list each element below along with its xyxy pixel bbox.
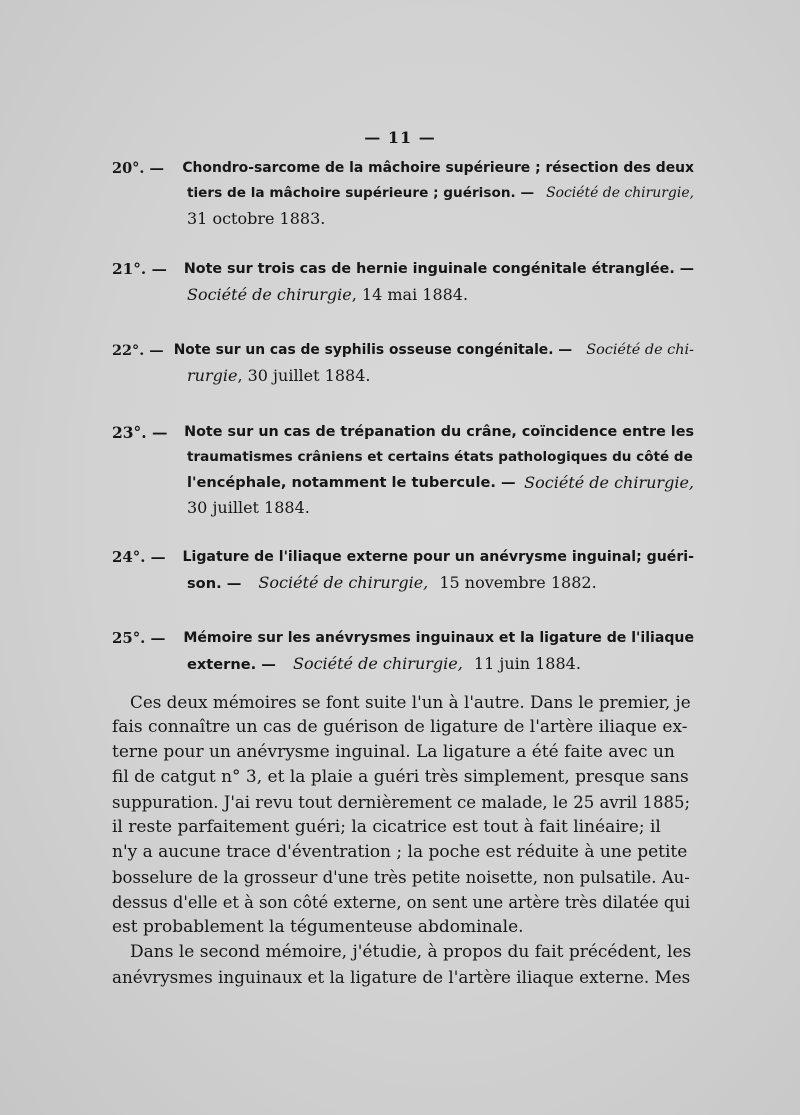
entry-21	[112, 257, 694, 307]
entry-number: 21°. —	[112, 260, 167, 278]
entry-23	[112, 420, 694, 520]
entry-number: 24°. —	[112, 548, 166, 566]
entry-title: Note sur trois cas de hernie inguinale congénitale étranglée. —	[183, 261, 694, 277]
paragraph-line: Dans le second mémoire, j'étudie, à propos du fait précédent, les	[130, 942, 692, 962]
entry-24	[112, 545, 694, 595]
entry-reference: Société de chirurgie,	[292, 654, 463, 673]
entry-title: l'encéphale, notamment le tubercule. —	[187, 474, 516, 491]
entry-reference: Société de chirurgie,	[524, 473, 694, 492]
paragraph-line: suppuration. J'ai revu tout dernièrement ce malade, le 25 avril 1885;	[112, 793, 691, 812]
entry-title: tiers de la mâchoire supérieure ; guérison. —	[187, 185, 535, 201]
entry-title: Note sur un cas de syphilis osseuse congénitale. —	[173, 342, 573, 358]
paragraph-line: fil de catgut n° 3, et la plaie a guéri très simplement, presque sans	[112, 767, 689, 787]
entry-line	[112, 570, 694, 595]
entry-title: Chondro-sarcome de la mâchoire supérieure ; résection des deux	[182, 160, 694, 176]
paragraph-line: terne pour un anévrysme inguinal. La ligature a été faite avec un	[112, 742, 675, 762]
paragraph-line: n'y a aucune trace d'éventration ; la poche est réduite à une petite	[112, 842, 688, 862]
entry-title: externe. —	[187, 656, 276, 673]
entry-line	[112, 257, 694, 282]
entry-title: Ligature de l'iliaque externe pour un anévrysme inguinal; guéri-	[182, 549, 694, 565]
entry-date: 30 juillet 1884.	[187, 498, 310, 517]
entry-reference: Société de chirurgie	[187, 285, 352, 304]
entry-line	[112, 282, 694, 307]
entry-number: 22°. —	[112, 342, 164, 359]
paragraph-line: est probablement la tégumenteuse abdominale.	[112, 917, 524, 937]
entry-line	[112, 181, 694, 206]
paragraph-line: il reste parfaitement guéri; la cicatrice est tout à fait linéaire; il	[112, 817, 661, 837]
paragraph-line: Ces deux mémoires se font suite l'un à l'autre. Dans le premier, je	[130, 692, 691, 712]
entry-reference: rurgie	[187, 366, 238, 385]
entry-date: 15 novembre 1882.	[439, 573, 597, 592]
entry-22	[112, 338, 694, 388]
entry-number: 23°. —	[112, 423, 168, 442]
page-number: — 11 —	[364, 128, 436, 147]
entry-number: 25°. —	[112, 629, 166, 647]
entry-line	[112, 338, 694, 363]
entry-line	[112, 156, 694, 181]
paragraph-line: bosselure de la grosseur d'une très petite noisette, non pulsatile. Au-	[112, 868, 690, 887]
entry-line	[112, 626, 694, 651]
entry-20	[112, 156, 694, 231]
entry-title: Note sur un cas de trépanation du crâne, coïncidence entre les	[184, 424, 694, 440]
entry-reference: Société de chirurgie,	[546, 185, 694, 201]
entry-number: 20°. —	[112, 160, 165, 177]
entry-title: son. —	[187, 575, 242, 592]
entry-line	[112, 363, 694, 388]
entry-title: traumatismes crâniens et certains états pathologiques du côté de	[187, 449, 693, 465]
entry-25	[112, 626, 694, 676]
paragraph-line: anévrysmes inguinaux et la ligature de l'artère iliaque externe. Mes	[112, 967, 691, 987]
entry-line	[112, 420, 694, 445]
entry-line	[112, 445, 694, 470]
entry-title: Mémoire sur les anévrysmes inguinaux et la ligature de l'iliaque	[183, 630, 694, 646]
entry-reference: Société de chi-	[586, 342, 694, 358]
entry-line	[112, 470, 694, 495]
entry-date: , 30 juillet 1884.	[237, 366, 371, 385]
entry-date: 31 octobre 1883.	[187, 209, 326, 228]
entry-date: , 14 mai 1884.	[351, 285, 469, 304]
entry-date: 11 juin 1884.	[473, 654, 581, 673]
entry-line	[112, 545, 694, 570]
entry-reference: Société de chirurgie,	[258, 573, 429, 592]
body-text	[112, 690, 696, 990]
entry-line	[112, 651, 694, 676]
paragraph-line: dessus d'elle et à son côté externe, on sent une artère très dilatée qui	[112, 893, 691, 912]
paragraph-line: fais connaître un cas de guérison de ligature de l'artère iliaque ex-	[112, 717, 688, 737]
